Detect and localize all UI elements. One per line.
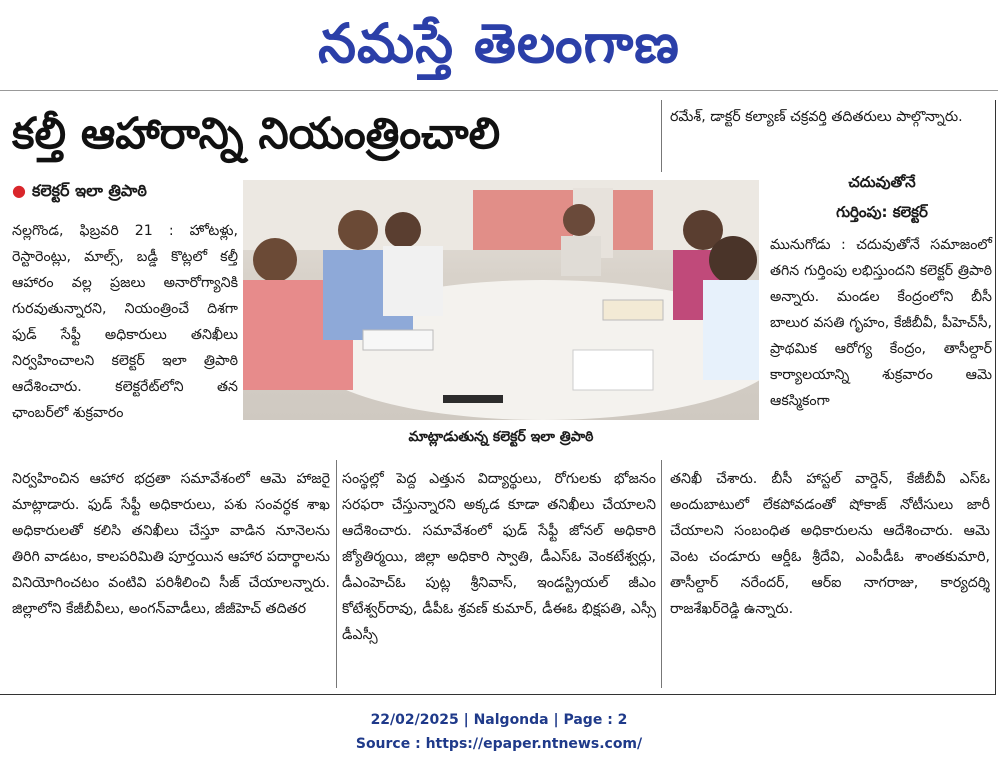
article-column-3-bottom [670, 466, 990, 622]
column-rule-right-lower [661, 460, 662, 688]
article-column-2 [342, 466, 656, 648]
column-rule-right [661, 100, 662, 172]
right-border [995, 100, 996, 695]
column-rule-left [336, 460, 337, 688]
subheading-line-1: చదువుతోనే [848, 173, 916, 191]
article-column-1 [12, 218, 238, 426]
byline [12, 181, 147, 204]
article-headline: కల్తీ ఆహారాన్ని నియంత్రించాలి [12, 109, 501, 159]
byline-text: కలెక్టర్ ఇలా త్రిపాఠి [31, 181, 147, 200]
column-3-bottom-text: తనిఖీ చేశారు. బీసీ హాస్టల్ వార్డెన్, కేజీబీవీ ఎస్‌ఓ అందుబాటులో లేకపోవడంతో షోకాజ్ నోటీసులు జారీ చేయాలని సంబంధిత అధికారులను ఆదేశించారు. ఆమె వెంట చండూరు ఆర్డీఓ శ్రీదేవి, ఎంపీడీఓ శాంతకుమారి, తాసీల్దార్ నరేందర్, ఆర్‌ఐ నాగరాజు, కార్యదర్శి రాజశేఖర్‌రెడ్డి ఉన్నారు. [670, 471, 990, 617]
article-column-wide [12, 466, 330, 622]
column-1-text: నల్లగొండ, ఫిబ్రవరి 21 : హోటళ్లు, రెస్టారెంట్లు, మాల్స్, బడ్డీ కొట్లలో కల్తీ ఆహారం వల్ల ప్రజలు అనారోగ్యానికి గురవుతున్నారని, నియంత్రించే దిశగా ఫుడ్ సేఫ్టీ అధికారులు తనిఖీలు నిర్వహించాలని కలెక్టర్ ఇలా త్రిపాఠి ఆదేశించారు. కలెక్టరేట్‌లోని తన ఛాంబర్‌లో శుక్రవారం [12, 223, 238, 421]
masthead-logo: నమస్తే తెలంగాణ [318, 12, 680, 75]
column-wide-text: నిర్వహించిన ఆహార భద్రతా సమావేశంలో ఆమె హాజరై మాట్లాడారు. ఫుడ్ సేఫ్టీ అధికారులు, పశు సంవర్ధక శాఖ అధికారులతో కలిసి తనిఖీలు చేస్తూ వాడిన నూనెలను తిరిగి వాడటం, కాలపరిమితి పూర్తయిన ఆహార పదార్థాలను వినియోగించటం వంటివి పరిశీలించి సీజ్ చేయాలన్నారు. జిల్లాలోని కేజీబీవీలు, అంగన్‌వాడీలు, జీజీహెచ్ తదితర [12, 471, 330, 617]
meeting-photo-illustration [243, 180, 759, 420]
column-2-text: సంస్థల్లో పెద్ద ఎత్తున విద్యార్థులు, రోగులకు భోజనం సరఫరా చేస్తున్నారని అక్కడ కూడా తనిఖీలు చేయాలని ఆదేశించారు. సమావేశంలో ఫుడ్ సేఫ్టీ జోనల్ అధికారి జ్యోతిర్మయి, జిల్లా అధికారి స్వాతి, డీఎస్‌ఓ వెంకటేశ్వర్లు, డీఎంహెచ్‌ఓ పుట్ల శ్రీనివాస్, ఇండస్ట్రియల్ జీఎం కోటేశ్వర్‌రావు, డీపీఓ శ్రవణ్ కుమార్, డీఈఓ భిక్షపతి, ఎస్సీ డీఎస్సీ [342, 471, 656, 643]
masthead-divider [0, 90, 998, 91]
column-3-top-text: రమేశ్, డాక్టర్ కల్యాణ్ చక్రవర్తి తదితరులు పాల్గొన్నారు. [670, 109, 963, 125]
article-column-3-top [670, 104, 990, 130]
subheading-line-2: గుర్తింపు: కలెక్టర్ [836, 203, 928, 221]
photo-caption: మాట్లాడుతున్న కలెక్టర్ ఇలా త్రిపాఠి [408, 429, 594, 445]
bottom-border [0, 694, 996, 695]
column-3-mid-text: మునుగోడు : చదువుతోనే సమాజంలో తగిన గుర్తింపు లభిస్తుందని కలెక్టర్ త్రిపాఠి అన్నారు. మండల కేంద్రంలోని బీసీ బాలుర వసతి గృహం, కేజీబీవీ, పీహెచ్‌సీ, ప్రాథమిక ఆరోగ్య కేంద్రం, తాసీల్దార్ కార్యాలయాన్ని శుక్రవారం ఆమె ఆకస్మికంగా [770, 237, 992, 409]
footer-source-line: Source : https://epaper.ntnews.com/ [355, 736, 643, 752]
meeting-photo [243, 180, 759, 420]
article-column-3-mid [770, 232, 992, 414]
footer-date-line: 22/02/2025 | Nalgonda | Page : 2 [370, 712, 628, 728]
bullet-icon: ● [12, 181, 26, 200]
